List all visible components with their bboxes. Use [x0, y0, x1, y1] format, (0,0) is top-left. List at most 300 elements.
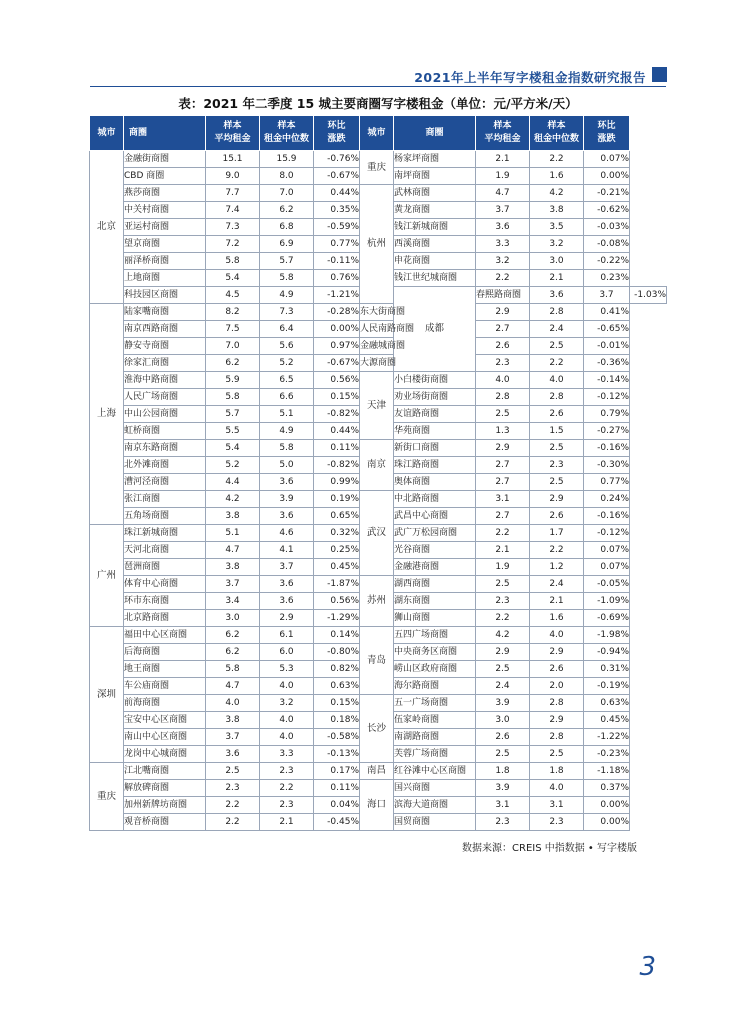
median-rent-cell: 3.7: [584, 287, 630, 304]
area-cell: 华苑商圈: [394, 423, 476, 440]
avg-rent-cell: 5.8: [206, 253, 260, 270]
median-rent-cell: 3.7: [260, 559, 314, 576]
change-cell: 0.25%: [314, 542, 360, 559]
median-rent-cell: 2.6: [530, 508, 584, 525]
median-rent-cell: 3.9: [260, 491, 314, 508]
median-rent-cell: 6.5: [260, 372, 314, 389]
area-cell: 琶洲商圈: [124, 559, 206, 576]
median-rent-cell: 5.7: [260, 253, 314, 270]
area-cell: 湖西商圈: [394, 576, 476, 593]
avg-rent-cell: 1.8: [476, 763, 530, 780]
avg-rent-cell: 2.5: [476, 661, 530, 678]
change-cell: 0.07%: [584, 542, 630, 559]
avg-rent-cell: 5.5: [206, 423, 260, 440]
median-rent-cell: 2.9: [530, 491, 584, 508]
median-rent-cell: 2.1: [530, 593, 584, 610]
change-cell: -0.30%: [584, 457, 630, 474]
median-rent-cell: 3.6: [260, 474, 314, 491]
area-cell: 静安寺商圈: [124, 338, 206, 355]
median-rent-cell: 6.6: [260, 389, 314, 406]
change-cell: -1.29%: [314, 610, 360, 627]
area-cell: 亚运村商圈: [124, 219, 206, 236]
area-cell: 五一广场商圈: [394, 695, 476, 712]
area-cell: 体育中心商圈: [124, 576, 206, 593]
area-cell: 五角场商圈: [124, 508, 206, 525]
median-rent-cell: 4.0: [530, 372, 584, 389]
avg-rent-cell: 2.3: [476, 814, 530, 831]
change-cell: -0.62%: [584, 202, 630, 219]
median-rent-cell: 2.5: [530, 338, 584, 355]
avg-rent-cell: 2.9: [476, 440, 530, 457]
area-cell: 徐家汇商圈: [124, 355, 206, 372]
header-change: 环比 涨跌: [584, 116, 630, 151]
area-cell: 江北嘴商圈: [124, 763, 206, 780]
area-cell: 车公庙商圈: [124, 678, 206, 695]
area-cell: 人民广场商圈: [124, 389, 206, 406]
median-rent-cell: 2.8: [530, 729, 584, 746]
avg-rent-cell: 2.8: [476, 389, 530, 406]
change-cell: 0.11%: [314, 440, 360, 457]
avg-rent-cell: 3.8: [206, 559, 260, 576]
area-cell: 望京商圈: [124, 236, 206, 253]
area-cell: 北京路商圈: [124, 610, 206, 627]
avg-rent-cell: 3.2: [476, 253, 530, 270]
change-cell: -0.23%: [584, 746, 630, 763]
change-cell: 0.14%: [314, 627, 360, 644]
avg-rent-cell: 7.2: [206, 236, 260, 253]
change-cell: -0.76%: [314, 151, 360, 168]
city-cell: 南京: [360, 440, 394, 491]
change-cell: -0.94%: [584, 644, 630, 661]
change-cell: -0.16%: [584, 440, 630, 457]
city-cell: 天津: [360, 372, 394, 440]
avg-rent-cell: 2.4: [476, 678, 530, 695]
avg-rent-cell: 2.6: [476, 338, 530, 355]
avg-rent-cell: 5.4: [206, 440, 260, 457]
rent-table: [89, 115, 667, 831]
header-area: 商圈: [124, 116, 206, 151]
avg-rent-cell: 3.8: [206, 712, 260, 729]
change-cell: 0.63%: [584, 695, 630, 712]
avg-rent-cell: 1.9: [476, 559, 530, 576]
area-cell: 加州新牌坊商圈: [124, 797, 206, 814]
median-rent-cell: 3.6: [260, 508, 314, 525]
city-cell: 海口: [360, 780, 394, 831]
median-rent-cell: 3.8: [530, 202, 584, 219]
header-median-rent: 样本 租金中位数: [260, 116, 314, 151]
table-title: 表：2021 年二季度 15 城主要商圈写字楼租金（单位：元/平方米/天）: [178, 96, 578, 111]
area-cell: 北外滩商圈: [124, 457, 206, 474]
avg-rent-cell: 5.8: [206, 389, 260, 406]
avg-rent-cell: 4.2: [206, 491, 260, 508]
city-cell: 南昌: [360, 763, 394, 780]
avg-rent-cell: 2.5: [476, 746, 530, 763]
median-rent-cell: 5.8: [260, 270, 314, 287]
median-rent-cell: 4.0: [260, 729, 314, 746]
change-cell: 0.04%: [314, 797, 360, 814]
change-cell: 0.00%: [314, 321, 360, 338]
median-rent-cell: 1.2: [530, 559, 584, 576]
change-cell: -0.59%: [314, 219, 360, 236]
area-cell: 陆家嘴商圈: [124, 304, 206, 321]
median-rent-cell: 4.0: [530, 780, 584, 797]
avg-rent-cell: 2.7: [476, 508, 530, 525]
table-row: [90, 151, 667, 168]
header-avg-rent: 样本 平均租金: [476, 116, 530, 151]
area-cell: 小白楼街商圈: [394, 372, 476, 389]
change-cell: 0.56%: [314, 593, 360, 610]
avg-rent-cell: 2.9: [476, 304, 530, 321]
city-cell: 广州: [90, 525, 124, 627]
area-cell: 黄龙商圈: [394, 202, 476, 219]
area-cell: 上地商圈: [124, 270, 206, 287]
area-cell: 劝业场街商圈: [394, 389, 476, 406]
avg-rent-cell: 5.1: [206, 525, 260, 542]
change-cell: 0.37%: [584, 780, 630, 797]
median-rent-cell: 4.1: [260, 542, 314, 559]
change-cell: 0.00%: [584, 814, 630, 831]
change-cell: 0.44%: [314, 423, 360, 440]
area-cell: 珠江新城商圈: [124, 525, 206, 542]
median-rent-cell: 2.2: [260, 780, 314, 797]
median-rent-cell: 1.8: [530, 763, 584, 780]
median-rent-cell: 7.0: [260, 185, 314, 202]
city-cell: 重庆: [360, 151, 394, 185]
avg-rent-cell: 2.2: [476, 525, 530, 542]
change-cell: -0.11%: [314, 253, 360, 270]
avg-rent-cell: 3.7: [476, 202, 530, 219]
avg-rent-cell: 1.9: [476, 168, 530, 185]
change-cell: 0.41%: [584, 304, 630, 321]
area-cell: 中北路商圈: [394, 491, 476, 508]
area-cell: 中关村商圈: [124, 202, 206, 219]
avg-rent-cell: 2.6: [476, 729, 530, 746]
area-cell: 西溪商圈: [394, 236, 476, 253]
area-cell: 福田中心区商圈: [124, 627, 206, 644]
avg-rent-cell: 3.8: [206, 508, 260, 525]
change-cell: 0.07%: [584, 151, 630, 168]
median-rent-cell: 2.8: [530, 695, 584, 712]
median-rent-cell: 4.0: [260, 678, 314, 695]
change-cell: 0.79%: [584, 406, 630, 423]
median-rent-cell: 1.7: [530, 525, 584, 542]
median-rent-cell: 2.8: [530, 389, 584, 406]
change-cell: 0.15%: [314, 695, 360, 712]
avg-rent-cell: 3.6: [476, 219, 530, 236]
change-cell: 0.77%: [584, 474, 630, 491]
area-cell: 杨家坪商圈: [394, 151, 476, 168]
area-cell: 中山公园商圈: [124, 406, 206, 423]
avg-rent-cell: 2.5: [476, 576, 530, 593]
change-cell: -0.45%: [314, 814, 360, 831]
median-rent-cell: 3.2: [530, 236, 584, 253]
change-cell: 0.11%: [314, 780, 360, 797]
avg-rent-cell: 2.3: [206, 780, 260, 797]
area-cell: 丽泽桥商圈: [124, 253, 206, 270]
median-rent-cell: 3.2: [260, 695, 314, 712]
avg-rent-cell: 4.2: [476, 627, 530, 644]
median-rent-cell: 4.9: [260, 287, 314, 304]
median-rent-cell: 6.9: [260, 236, 314, 253]
change-cell: 0.63%: [314, 678, 360, 695]
area-cell: 湖东商圈: [394, 593, 476, 610]
median-rent-cell: 2.6: [530, 661, 584, 678]
change-cell: 0.23%: [584, 270, 630, 287]
median-rent-cell: 5.6: [260, 338, 314, 355]
median-rent-cell: 4.6: [260, 525, 314, 542]
change-cell: -0.08%: [584, 236, 630, 253]
median-rent-cell: 2.4: [530, 576, 584, 593]
city-cell: 北京: [90, 151, 124, 304]
avg-rent-cell: 1.3: [476, 423, 530, 440]
area-cell: 崂山区政府商圈: [394, 661, 476, 678]
change-cell: 0.18%: [314, 712, 360, 729]
avg-rent-cell: 3.7: [206, 729, 260, 746]
avg-rent-cell: 3.4: [206, 593, 260, 610]
table-row: [90, 372, 667, 389]
change-cell: -0.82%: [314, 457, 360, 474]
header-median-rent: 样本 租金中位数: [530, 116, 584, 151]
change-cell: 0.45%: [584, 712, 630, 729]
median-rent-cell: 2.3: [530, 814, 584, 831]
area-cell: 金融城商圈: [360, 338, 394, 355]
median-rent-cell: 2.4: [530, 321, 584, 338]
area-cell: 天河北商圈: [124, 542, 206, 559]
avg-rent-cell: 2.7: [476, 321, 530, 338]
median-rent-cell: 3.6: [260, 576, 314, 593]
avg-rent-cell: 2.9: [476, 644, 530, 661]
avg-rent-cell: 3.0: [476, 712, 530, 729]
median-rent-cell: 8.0: [260, 168, 314, 185]
change-cell: -0.14%: [584, 372, 630, 389]
area-cell: 解放碑商圈: [124, 780, 206, 797]
median-rent-cell: 4.0: [260, 712, 314, 729]
change-cell: -0.69%: [584, 610, 630, 627]
header-city: 城市: [360, 116, 394, 151]
area-cell: 新街口商圈: [394, 440, 476, 457]
city-cell: 青岛: [360, 627, 394, 695]
area-cell: 前海商圈: [124, 695, 206, 712]
change-cell: 0.56%: [314, 372, 360, 389]
header-change: 环比 涨跌: [314, 116, 360, 151]
median-rent-cell: 6.4: [260, 321, 314, 338]
change-cell: -0.80%: [314, 644, 360, 661]
area-cell: 宝安中心区商圈: [124, 712, 206, 729]
avg-rent-cell: 2.5: [476, 406, 530, 423]
change-cell: -0.67%: [314, 355, 360, 372]
table-row: [90, 321, 667, 338]
median-rent-cell: 3.5: [530, 219, 584, 236]
change-cell: -0.12%: [584, 389, 630, 406]
area-cell: 中央商务区商圈: [394, 644, 476, 661]
change-cell: -0.36%: [584, 355, 630, 372]
area-cell: 珠江路商圈: [394, 457, 476, 474]
avg-rent-cell: 3.6: [530, 287, 584, 304]
area-cell: 龙岗中心城商圈: [124, 746, 206, 763]
change-cell: -0.03%: [584, 219, 630, 236]
avg-rent-cell: 6.2: [206, 627, 260, 644]
avg-rent-cell: 4.5: [206, 287, 260, 304]
area-cell: 金融街商圈: [124, 151, 206, 168]
change-cell: 0.17%: [314, 763, 360, 780]
avg-rent-cell: 7.3: [206, 219, 260, 236]
table-row: [90, 440, 667, 457]
header-square-icon: [652, 67, 667, 82]
change-cell: -0.12%: [584, 525, 630, 542]
avg-rent-cell: 2.1: [476, 542, 530, 559]
city-cell: 武汉: [360, 491, 394, 576]
avg-rent-cell: 2.3: [476, 355, 530, 372]
area-cell: 地王商圈: [124, 661, 206, 678]
area-cell: 芙蓉广场商圈: [394, 746, 476, 763]
avg-rent-cell: 5.4: [206, 270, 260, 287]
area-cell: 南湖路商圈: [394, 729, 476, 746]
area-cell: CBD 商圈: [124, 168, 206, 185]
median-rent-cell: 2.9: [530, 644, 584, 661]
avg-rent-cell: 4.7: [206, 542, 260, 559]
header-divider: [90, 86, 666, 87]
avg-rent-cell: 5.7: [206, 406, 260, 423]
median-rent-cell: 2.1: [260, 814, 314, 831]
avg-rent-cell: 3.7: [206, 576, 260, 593]
area-cell: 后海商圈: [124, 644, 206, 661]
city-cell: 杭州: [360, 185, 394, 304]
avg-rent-cell: 5.8: [206, 661, 260, 678]
table-row: [90, 763, 667, 780]
avg-rent-cell: 2.3: [476, 593, 530, 610]
avg-rent-cell: 2.2: [206, 814, 260, 831]
avg-rent-cell: 3.3: [476, 236, 530, 253]
area-cell: 武昌中心商圈: [394, 508, 476, 525]
median-rent-cell: 4.9: [260, 423, 314, 440]
area-cell: 南京东路商圈: [124, 440, 206, 457]
area-cell: 科技园区商圈: [124, 287, 206, 304]
change-cell: 0.99%: [314, 474, 360, 491]
median-rent-cell: 2.0: [530, 678, 584, 695]
area-cell: 南坪商圈: [394, 168, 476, 185]
table-row: [90, 185, 667, 202]
area-cell: 张江商圈: [124, 491, 206, 508]
change-cell: 0.77%: [314, 236, 360, 253]
change-cell: -0.19%: [584, 678, 630, 695]
area-cell: 淮海中路商圈: [124, 372, 206, 389]
median-rent-cell: 2.3: [530, 457, 584, 474]
area-cell: 武林商圈: [394, 185, 476, 202]
median-rent-cell: 5.1: [260, 406, 314, 423]
city-cell: 重庆: [90, 763, 124, 831]
median-rent-cell: 5.0: [260, 457, 314, 474]
avg-rent-cell: 9.0: [206, 168, 260, 185]
median-rent-cell: 2.5: [530, 474, 584, 491]
change-cell: -1.87%: [314, 576, 360, 593]
area-cell: 友谊路商圈: [394, 406, 476, 423]
area-cell: 国兴商圈: [394, 780, 476, 797]
change-cell: -0.13%: [314, 746, 360, 763]
change-cell: 0.31%: [584, 661, 630, 678]
median-rent-cell: 2.9: [530, 712, 584, 729]
avg-rent-cell: 5.2: [206, 457, 260, 474]
change-cell: -0.65%: [584, 321, 630, 338]
median-rent-cell: 15.9: [260, 151, 314, 168]
median-rent-cell: 6.2: [260, 202, 314, 219]
area-cell: 金融港商圈: [394, 559, 476, 576]
avg-rent-cell: 6.2: [206, 355, 260, 372]
avg-rent-cell: 4.7: [206, 678, 260, 695]
change-cell: -0.58%: [314, 729, 360, 746]
median-rent-cell: 3.0: [530, 253, 584, 270]
avg-rent-cell: 2.2: [476, 610, 530, 627]
header-city: 城市: [90, 116, 124, 151]
avg-rent-cell: 4.7: [476, 185, 530, 202]
avg-rent-cell: 5.9: [206, 372, 260, 389]
avg-rent-cell: 3.1: [476, 797, 530, 814]
avg-rent-cell: 15.1: [206, 151, 260, 168]
change-cell: -0.05%: [584, 576, 630, 593]
median-rent-cell: 2.8: [530, 304, 584, 321]
table-row: [90, 355, 667, 372]
area-cell: 环市东商圈: [124, 593, 206, 610]
avg-rent-cell: 7.4: [206, 202, 260, 219]
change-cell: 0.32%: [314, 525, 360, 542]
change-cell: -0.28%: [314, 304, 360, 321]
area-cell: 观音桥商圈: [124, 814, 206, 831]
median-rent-cell: 2.1: [530, 270, 584, 287]
avg-rent-cell: 3.9: [476, 780, 530, 797]
area-cell: 滨海大道商圈: [394, 797, 476, 814]
median-rent-cell: 6.8: [260, 219, 314, 236]
data-source-note: 数据来源：CREIS 中指数据 • 写字楼版: [462, 843, 637, 854]
median-rent-cell: 3.6: [260, 593, 314, 610]
median-rent-cell: 3.1: [530, 797, 584, 814]
area-cell: 钱江新城商圈: [394, 219, 476, 236]
city-cell: 成都: [394, 287, 476, 372]
change-cell: 0.76%: [314, 270, 360, 287]
city-cell: 长沙: [360, 695, 394, 763]
avg-rent-cell: 6.2: [206, 644, 260, 661]
change-cell: -0.67%: [314, 168, 360, 185]
area-cell: 南山中心区商圈: [124, 729, 206, 746]
report-title: 2021年上半年写字楼租金指数研究报告: [414, 70, 646, 85]
avg-rent-cell: 2.7: [476, 474, 530, 491]
change-cell: -1.21%: [314, 287, 360, 304]
median-rent-cell: 2.3: [260, 763, 314, 780]
area-cell: 漕河泾商圈: [124, 474, 206, 491]
avg-rent-cell: 4.4: [206, 474, 260, 491]
area-cell: 大源商圈: [360, 355, 394, 372]
city-cell: 深圳: [90, 627, 124, 763]
table-row: [90, 304, 667, 321]
table-header-row: [90, 116, 667, 151]
area-cell: 光谷商圈: [394, 542, 476, 559]
area-cell: 人民南路商圈: [360, 321, 394, 338]
change-cell: 0.00%: [584, 797, 630, 814]
change-cell: -1.22%: [584, 729, 630, 746]
area-cell: 武广万松园商圈: [394, 525, 476, 542]
change-cell: 0.45%: [314, 559, 360, 576]
avg-rent-cell: 3.1: [476, 491, 530, 508]
header-area: 商圈: [394, 116, 476, 151]
median-rent-cell: 2.2: [530, 542, 584, 559]
change-cell: 0.65%: [314, 508, 360, 525]
median-rent-cell: 2.3: [260, 797, 314, 814]
area-cell: 红谷滩中心区商圈: [394, 763, 476, 780]
median-rent-cell: 4.2: [530, 185, 584, 202]
change-cell: -1.98%: [584, 627, 630, 644]
median-rent-cell: 2.5: [530, 440, 584, 457]
median-rent-cell: 1.5: [530, 423, 584, 440]
avg-rent-cell: 7.7: [206, 185, 260, 202]
median-rent-cell: 5.8: [260, 440, 314, 457]
